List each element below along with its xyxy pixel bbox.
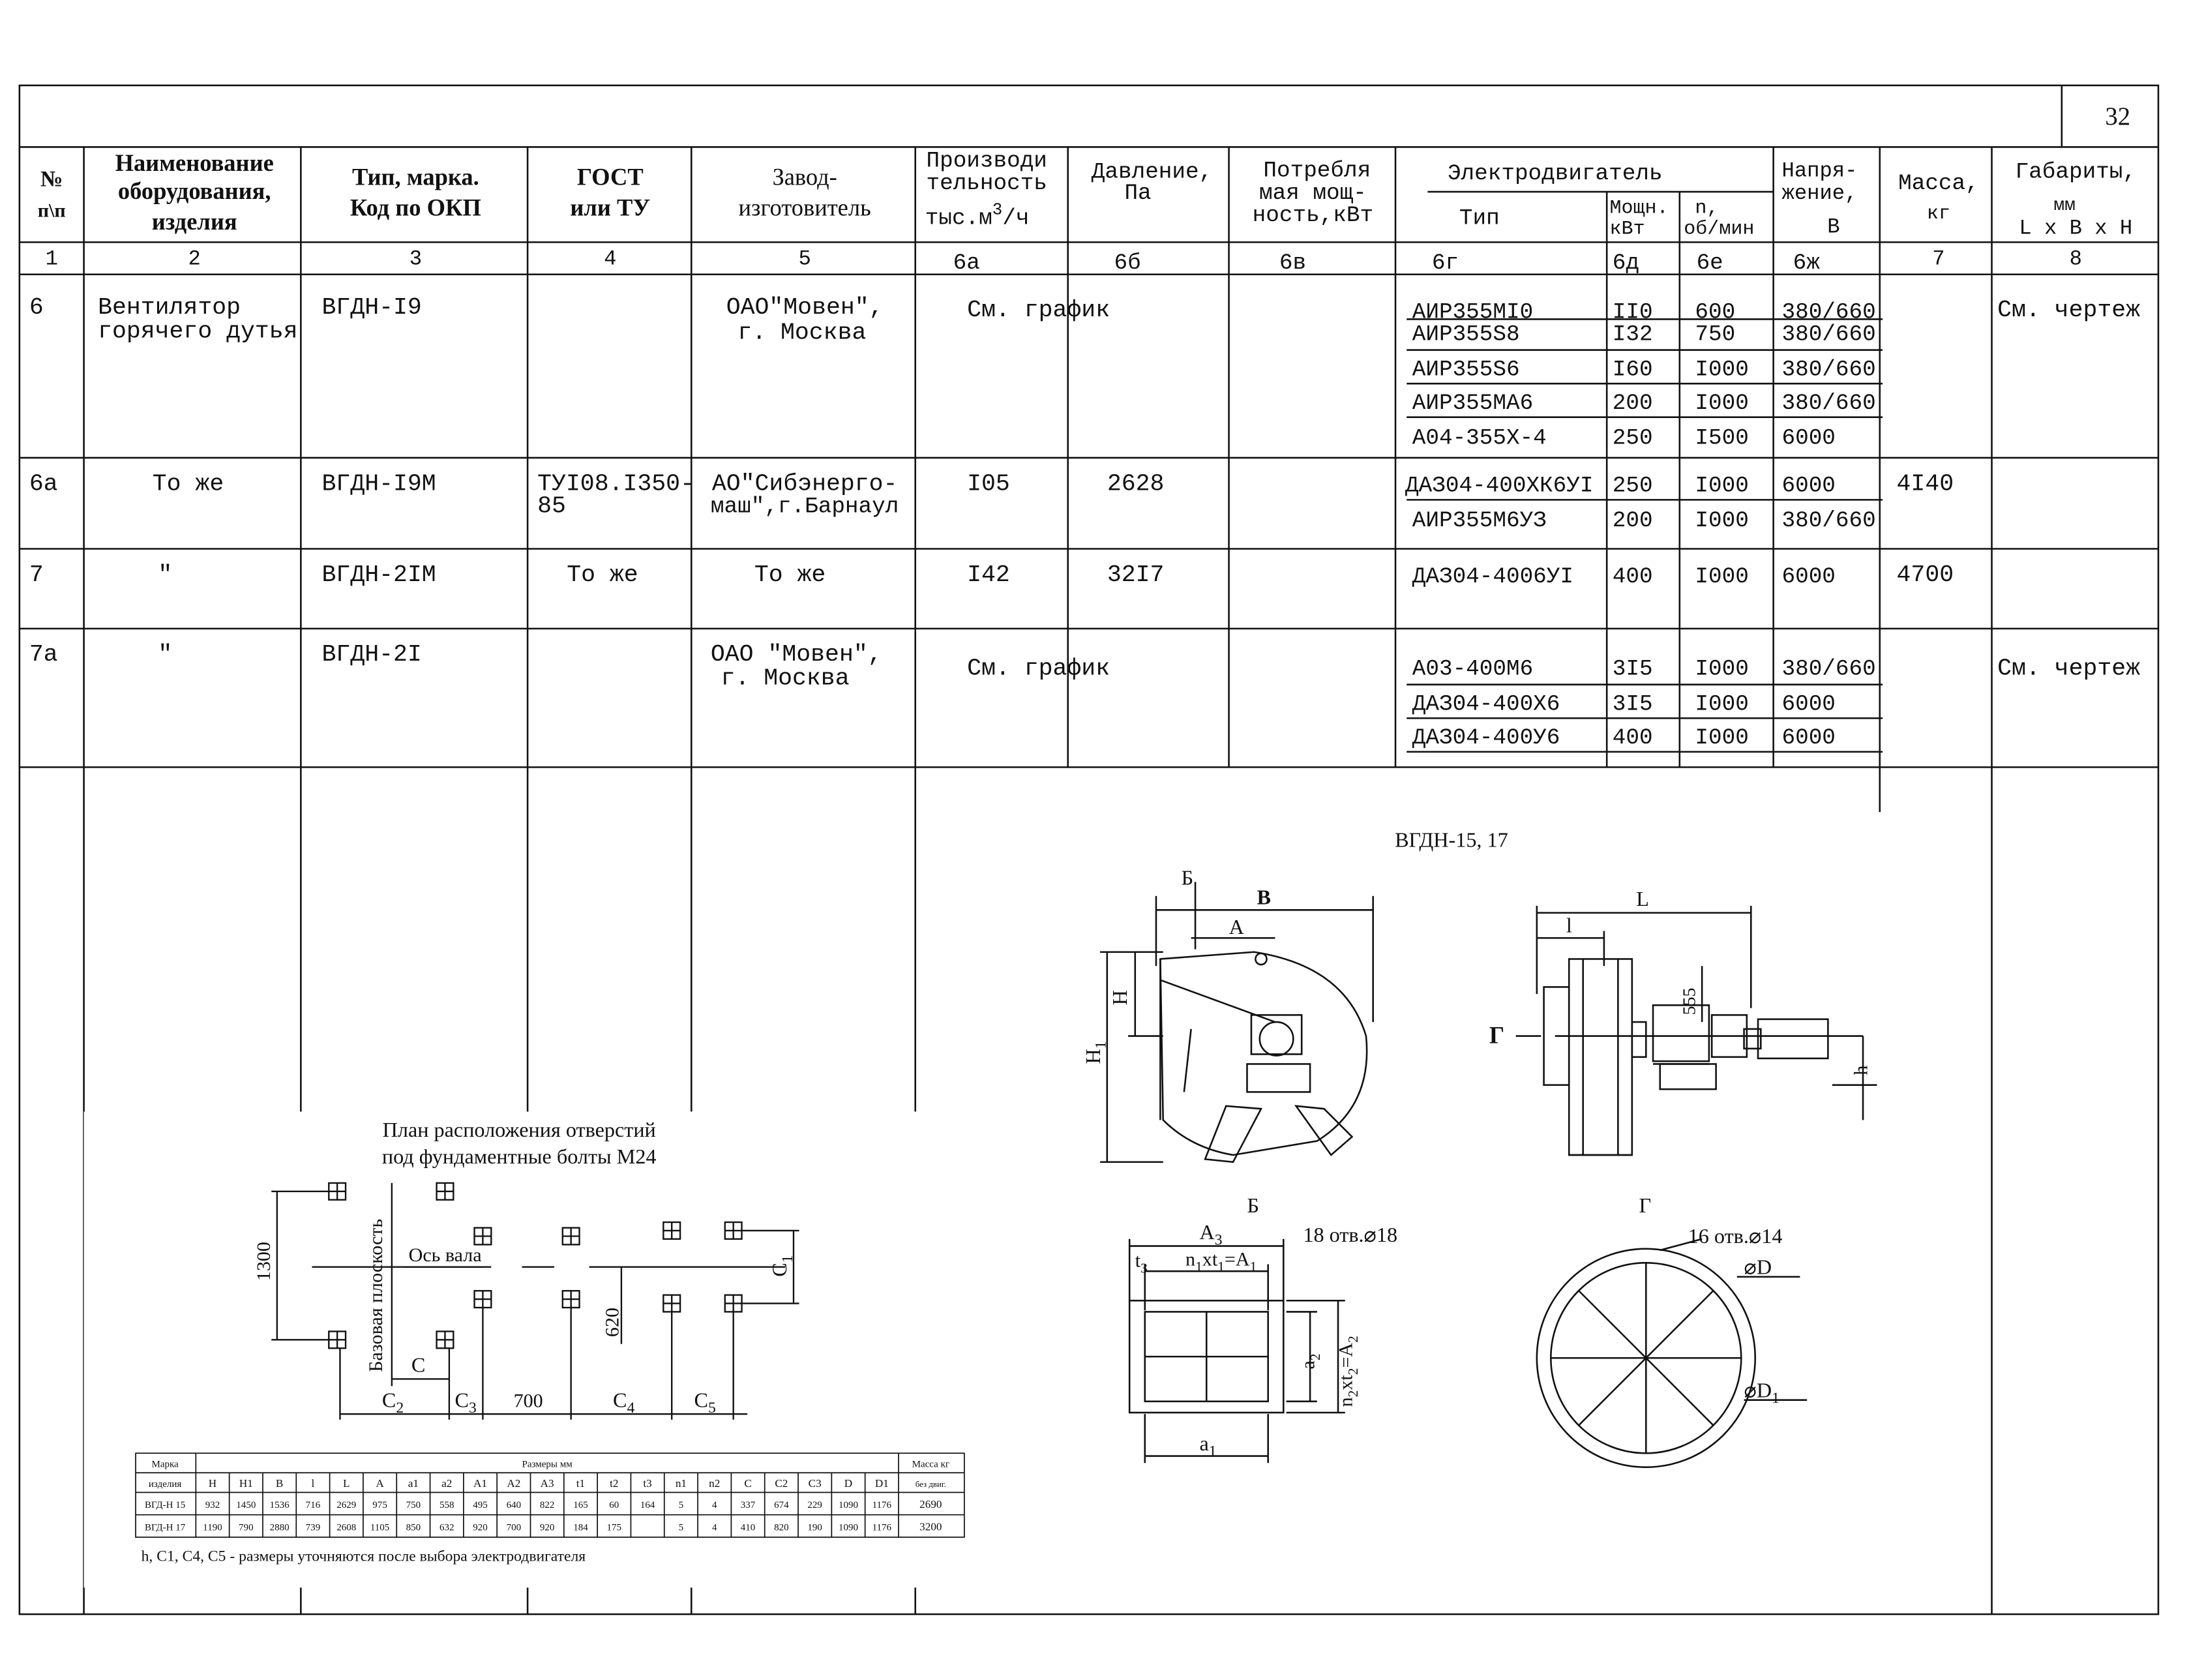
spec-cell: 1105 (370, 1522, 390, 1533)
svg-text:C3: $C_3$ (454, 1388, 477, 1417)
header-c1a: № (40, 166, 63, 192)
colnum-7: 7 (1932, 247, 1945, 271)
header-c2c: изделия (151, 208, 237, 235)
motor-power: 250 (1612, 425, 1653, 451)
header-c6zha: Напря- (1781, 158, 1858, 183)
spec-cell: 1450 (236, 1499, 256, 1510)
header-c6ac-sup: 3 (992, 200, 1003, 220)
spec-cell: 5 (678, 1522, 684, 1533)
motor-type: АИР355МI0 (1412, 299, 1534, 325)
svg-text:n2xt2=A2: $n_2xt_2=A_2$ (1334, 1336, 1362, 1407)
equipment-name: Вентилятор (98, 293, 241, 321)
label-H: H (1107, 990, 1131, 1006)
spec-head-sizes: Размеры мм (522, 1459, 573, 1470)
label-L: L (1636, 886, 1649, 910)
row-num: 7а (29, 641, 58, 668)
svg-text:A3 (1200, 1220, 1223, 1249)
motor-rpm: I000 (1695, 691, 1749, 717)
spec-col-header: C3 (808, 1477, 822, 1490)
spec-cell: 1090 (838, 1522, 859, 1533)
motor-rpm: I500 (1695, 425, 1749, 451)
header-c2a: Наименование (115, 149, 274, 176)
spec-head-marka: Марка (151, 1459, 179, 1470)
header-c2b: оборудования, (117, 177, 271, 204)
label-A: A (1229, 914, 1244, 938)
spec-head-marka-2: изделия (148, 1478, 182, 1490)
spec-cell: 410 (740, 1522, 756, 1533)
spec-cell: 2880 (269, 1522, 290, 1533)
dim-620: 620 (601, 1307, 623, 1338)
label-C5: C (694, 1388, 709, 1412)
motor-type: ДАЗ04-4006УI (1412, 564, 1573, 590)
spec-col-header: n2 (709, 1477, 721, 1490)
fan-front-view (1516, 906, 1877, 1155)
header-c6ab: тельность (926, 170, 1047, 196)
performance: См. график (967, 297, 1110, 324)
motor-voltage: 380/660 (1781, 357, 1876, 383)
view-G-title: Г (1639, 1193, 1652, 1218)
spec-cell: 1176 (872, 1499, 892, 1510)
header-c7b: кг (1926, 202, 1950, 225)
motor-voltage: 380/660 (1781, 390, 1876, 416)
spec-cell: 1090 (838, 1499, 859, 1510)
svg-text:n1xt1=A1: $n_1xt_1=A_1$ (1185, 1248, 1257, 1275)
holes14: 16 отв.⌀14 (1688, 1224, 1783, 1248)
spec-cell: 750 (406, 1499, 421, 1510)
motor-voltage: 380/660 (1781, 299, 1876, 325)
motor-power: 3I5 (1612, 691, 1653, 717)
spec-col-header: H1 (239, 1477, 253, 1490)
motor-type: ДАЗ04-400У6 (1412, 725, 1560, 751)
header-c6db: кВт (1609, 218, 1645, 241)
column-numbers (46, 247, 2082, 276)
motor-type: АИР355S6 (1412, 357, 1520, 383)
spec-cell: 975 (372, 1499, 387, 1510)
spec-col-header: t3 (643, 1477, 652, 1490)
motor-power: 200 (1612, 508, 1653, 534)
spec-cell: 558 (439, 1499, 454, 1510)
spec-col-header: a2 (441, 1477, 453, 1490)
header-c3b: Код по ОКП (350, 194, 481, 221)
row-num: 7 (29, 561, 44, 588)
spec-cell: 5 (678, 1499, 684, 1510)
svg-text:⌀D1: $⌀D_1$ (1744, 1378, 1779, 1407)
spec-col-header: C2 (775, 1477, 788, 1490)
pressure: 32I7 (1107, 561, 1165, 588)
label-D: ⌀D (1744, 1255, 1772, 1279)
header-c6g: Тип (1459, 205, 1500, 232)
colnum-4: 4 (604, 247, 617, 271)
row-num: 6 (29, 293, 44, 321)
spec-col-header: C (744, 1477, 752, 1490)
svg-text:тыс.м3/ч (925, 200, 1030, 231)
motor-type: А03-400М6 (1412, 656, 1534, 682)
spec-cell: 165 (573, 1499, 588, 1510)
label-t3: t (1135, 1249, 1141, 1272)
header-c4a: ГОСТ (576, 163, 644, 190)
label-t3-sub: 3 (1140, 1260, 1148, 1276)
spec-cell: 337 (740, 1499, 756, 1510)
spec-row-mass: 2690 (919, 1497, 942, 1510)
spec-col-header: l (311, 1477, 315, 1490)
plan-title-2: под фундаментные болты М24 (381, 1144, 657, 1168)
label-C4: C (613, 1388, 627, 1412)
motor-rpm: I000 (1695, 656, 1749, 682)
colnum-6b: 6б (1114, 250, 1141, 277)
spec-cell: 190 (807, 1522, 822, 1533)
spec-cell: 632 (439, 1522, 454, 1533)
motor-rpm: I000 (1695, 473, 1749, 499)
header-c8c: L х B х H (2019, 216, 2133, 241)
label-D1: ⌀D (1744, 1378, 1772, 1402)
label-C2: C (381, 1388, 396, 1412)
motor-voltage: 380/660 (1781, 322, 1876, 348)
equipment-type: ВГДН-I9М (321, 470, 436, 498)
svg-text:C5: $C_5$ (694, 1388, 716, 1417)
motor-voltage: 6000 (1781, 725, 1836, 751)
spec-cell: 674 (774, 1499, 789, 1510)
colnum-1: 1 (45, 247, 58, 271)
table-row (29, 641, 2140, 751)
spec-cell: 495 (473, 1499, 488, 1510)
equipment-name: " (158, 641, 173, 668)
label-G: Г (1489, 1021, 1505, 1049)
header-c3a: Тип, марка. (352, 163, 479, 190)
spec-col-header: B (275, 1477, 284, 1490)
equipment-name-2: горячего дутья (98, 318, 298, 345)
spec-cell: 850 (406, 1522, 421, 1533)
label-h: h (1849, 1065, 1872, 1075)
dim-700: 700 (513, 1389, 543, 1412)
equipment-type: ВГДН-I9 (321, 293, 422, 321)
header-c6aa: Производи (926, 148, 1047, 174)
plan-title-1: План расположения отверстий (382, 1118, 656, 1142)
dimensions: См. чертеж (1997, 297, 2141, 324)
spec-col-header: A3 (540, 1477, 554, 1490)
header-c7a: Масса, (1898, 170, 1979, 196)
label-H1: H (1081, 1049, 1105, 1064)
colnum-5: 5 (798, 247, 811, 271)
header-c6zhb: жение, (1781, 181, 1858, 205)
footnote: h, C1, C4, C5 - размеры уточняются после выбора электродвигателя (141, 1548, 586, 1565)
spec-cell: 60 (609, 1499, 619, 1510)
motor-power: I32 (1612, 322, 1653, 348)
colnum-2: 2 (188, 247, 201, 271)
motor-voltage: 6000 (1781, 473, 1836, 499)
header-c5b: изготовитель (738, 194, 871, 221)
spec-col-header: A (376, 1477, 384, 1490)
header-c6vc: ность,кВт (1252, 203, 1374, 229)
equipment-type: ВГДН-2IМ (321, 561, 436, 588)
spec-col-header: L (343, 1477, 350, 1490)
motor-power: 200 (1612, 390, 1653, 416)
spec-head-mass: Масса кг (912, 1459, 950, 1470)
spec-cell: 4 (711, 1499, 717, 1510)
manufacturer: То же (754, 561, 826, 588)
header-c8a: Габариты, (2015, 159, 2137, 185)
manufacturer-city: г. Москва (721, 665, 850, 692)
motor-rpm: I000 (1695, 357, 1749, 383)
spec-cell: 920 (539, 1522, 555, 1533)
motor-voltage: 6000 (1781, 564, 1836, 590)
dimensions: См. чертеж (1997, 655, 2141, 682)
header-c6ac-tail: /ч (1002, 205, 1030, 232)
motor-power: 3I5 (1612, 656, 1653, 682)
view-B-title: Б (1247, 1193, 1259, 1218)
header-c6vb: мая мощ- (1258, 180, 1367, 206)
motor-rpm: I000 (1695, 508, 1749, 534)
spec-cell: 175 (606, 1522, 622, 1533)
label-C: C (411, 1353, 426, 1377)
header-c6da: Мощн. (1609, 197, 1669, 220)
motor-type: А04-355Х-4 (1412, 425, 1547, 451)
spec-cell: 790 (239, 1522, 254, 1533)
label-a2: a (1296, 1360, 1319, 1370)
dim-1300: 1300 (252, 1242, 275, 1282)
spec-cell: 184 (573, 1522, 588, 1533)
header-c6va: Потребля (1263, 158, 1371, 184)
label-n1: n (1185, 1248, 1196, 1270)
flange-B (1129, 1239, 1345, 1463)
svg-text:a2: $a_2$ (1296, 1353, 1324, 1370)
motor-rpm: 600 (1695, 299, 1736, 325)
table-row (29, 562, 1954, 590)
manufacturer: ОАО"Мовен", (726, 293, 884, 321)
mass: 4700 (1896, 561, 1954, 588)
colnum-6v: 6в (1279, 250, 1307, 277)
colnum-3: 3 (409, 247, 423, 271)
spec-cell: 164 (640, 1499, 655, 1510)
shaft-axis: Ось вала (408, 1244, 482, 1267)
holes18: 18 отв.⌀18 (1303, 1223, 1398, 1247)
label-n2: n (1334, 1397, 1357, 1407)
motor-type: АИР355МА6 (1412, 390, 1534, 416)
table-row (29, 470, 1954, 533)
header-c6bb: Па (1124, 180, 1152, 206)
spec-col-header: n1 (675, 1477, 687, 1490)
spec-cell: 820 (774, 1522, 789, 1533)
manufacturer-city: г. Москва (737, 319, 867, 346)
svg-text:t3 (1135, 1250, 1148, 1276)
svg-text:C2: $C_2$ (381, 1388, 404, 1417)
spec-cell: 1536 (269, 1499, 290, 1510)
manufacturer: АО"Сибэнерго- (711, 470, 898, 498)
motor-voltage: 6000 (1781, 691, 1836, 717)
manufacturer-city: маш",г.Барнаул (710, 494, 899, 520)
label-a1: a (1199, 1431, 1209, 1455)
spec-cell: 700 (506, 1522, 522, 1533)
spec-col-header: t1 (576, 1477, 586, 1490)
motor-voltage: 380/660 (1781, 508, 1876, 534)
base-plane: Базовая плоскость (364, 1218, 387, 1372)
header-c1b: п\п (37, 199, 66, 222)
header-c6zhc: В (1827, 215, 1840, 239)
performance: I05 (967, 470, 1010, 498)
svg-text:C1: $C_1$ (767, 1255, 796, 1277)
label-B-view: Б (1181, 865, 1194, 890)
mass: 4I40 (1896, 470, 1954, 498)
svg-text:H1 (1081, 1041, 1110, 1064)
spec-cell: 229 (807, 1499, 822, 1510)
equipment-name: То же (152, 470, 224, 498)
header-c6ac: тыс.м (925, 205, 992, 232)
spec-cell: 1190 (203, 1522, 222, 1533)
gost-2: 85 (537, 492, 566, 520)
header-c6ba: Давление, (1091, 159, 1213, 185)
header-motor: Электродвигатель (1447, 160, 1663, 187)
spec-col-header: D1 (874, 1477, 889, 1490)
colnum-6a: 6а (953, 250, 980, 277)
equipment-name: " (158, 561, 173, 588)
colnum-6g: 6г (1431, 250, 1459, 277)
performance: См. график (967, 655, 1110, 682)
motor-rpm: 750 (1695, 322, 1736, 348)
spec-col-header: a1 (408, 1477, 419, 1490)
motor-voltage: 6000 (1781, 425, 1836, 451)
gost: То же (567, 561, 638, 588)
motor-rpm: I000 (1695, 564, 1749, 590)
header-c6eb: об/мин (1684, 218, 1755, 241)
motor-power: II0 (1612, 299, 1653, 325)
spec-cell: 2629 (336, 1499, 357, 1510)
spec-cell: 640 (506, 1499, 522, 1510)
spec-cell: 739 (305, 1522, 321, 1533)
motor-power: 400 (1612, 725, 1653, 751)
motor-rpm: I000 (1695, 725, 1749, 751)
header-c8b: мм (2053, 195, 2076, 216)
colnum-6zh: 6ж (1793, 250, 1820, 277)
fan-title: ВГДН-15, 17 (1395, 828, 1508, 852)
spec-head-mass-2: без двиг. (915, 1479, 946, 1489)
header-c5a: Завод- (772, 163, 837, 190)
spec-cell: 4 (711, 1522, 717, 1533)
header-c6ea: n, (1695, 197, 1719, 220)
label-H1-sub: 1 (1092, 1041, 1110, 1049)
svg-text:a1: $a_1$ (1199, 1431, 1217, 1460)
spec-cell: 2608 (336, 1522, 357, 1533)
table-header (38, 148, 2136, 240)
header-c4b: или ТУ (570, 194, 651, 221)
label-l: l (1566, 913, 1572, 937)
dim-555: 555 (1679, 987, 1700, 1015)
spec-col-header: A1 (473, 1477, 488, 1490)
svg-text:C4: $C_4$ (613, 1388, 635, 1417)
equipment-type: ВГДН-2I (321, 641, 422, 668)
label-B: B (1257, 885, 1271, 909)
gost: ТУI08.I350- (537, 470, 694, 498)
motor-power: 400 (1612, 564, 1653, 590)
spec-row-mark: ВГД-Н 15 (144, 1499, 186, 1510)
motor-power: 250 (1612, 473, 1653, 499)
motor-power: I60 (1612, 357, 1653, 383)
colnum-6d: 6д (1612, 250, 1639, 277)
label-C1: C (767, 1263, 792, 1277)
motor-type: АИР355М6УЗ (1412, 508, 1547, 534)
row-num: 6а (29, 470, 58, 498)
colnum-8: 8 (2069, 247, 2082, 271)
colnum-6e: 6е (1696, 250, 1723, 277)
label-C3: C (454, 1388, 469, 1412)
spec-cell: 1176 (872, 1522, 892, 1533)
spec-cell: 822 (539, 1499, 555, 1510)
motor-type: ДАЗ04-400ХК6УI (1405, 473, 1594, 499)
label-A3: A (1199, 1220, 1215, 1244)
pressure: 2628 (1107, 470, 1165, 498)
spec-cell: 716 (305, 1499, 321, 1510)
motor-type: АИР355S8 (1412, 322, 1520, 348)
table-row (29, 294, 2140, 451)
spec-cell: 920 (473, 1522, 488, 1533)
motor-voltage: 380/660 (1781, 656, 1876, 682)
spec-col-header: t2 (610, 1477, 619, 1490)
motor-type: ДАЗ04-400Х6 (1412, 691, 1560, 717)
spec-cell: 932 (205, 1499, 220, 1510)
spec-row-mark: ВГД-Н 17 (144, 1522, 186, 1533)
performance: I42 (967, 561, 1010, 588)
motor-rpm: I000 (1695, 390, 1749, 416)
label-A3-sub: 3 (1214, 1231, 1223, 1249)
page-number: 32 (2105, 103, 2131, 131)
manufacturer: ОАО "Мовен", (710, 641, 882, 668)
spec-col-header: D (844, 1477, 853, 1490)
spec-col-header: H (208, 1477, 217, 1490)
spec-col-header: A2 (507, 1477, 521, 1490)
spec-row-mass: 3200 (919, 1520, 942, 1533)
